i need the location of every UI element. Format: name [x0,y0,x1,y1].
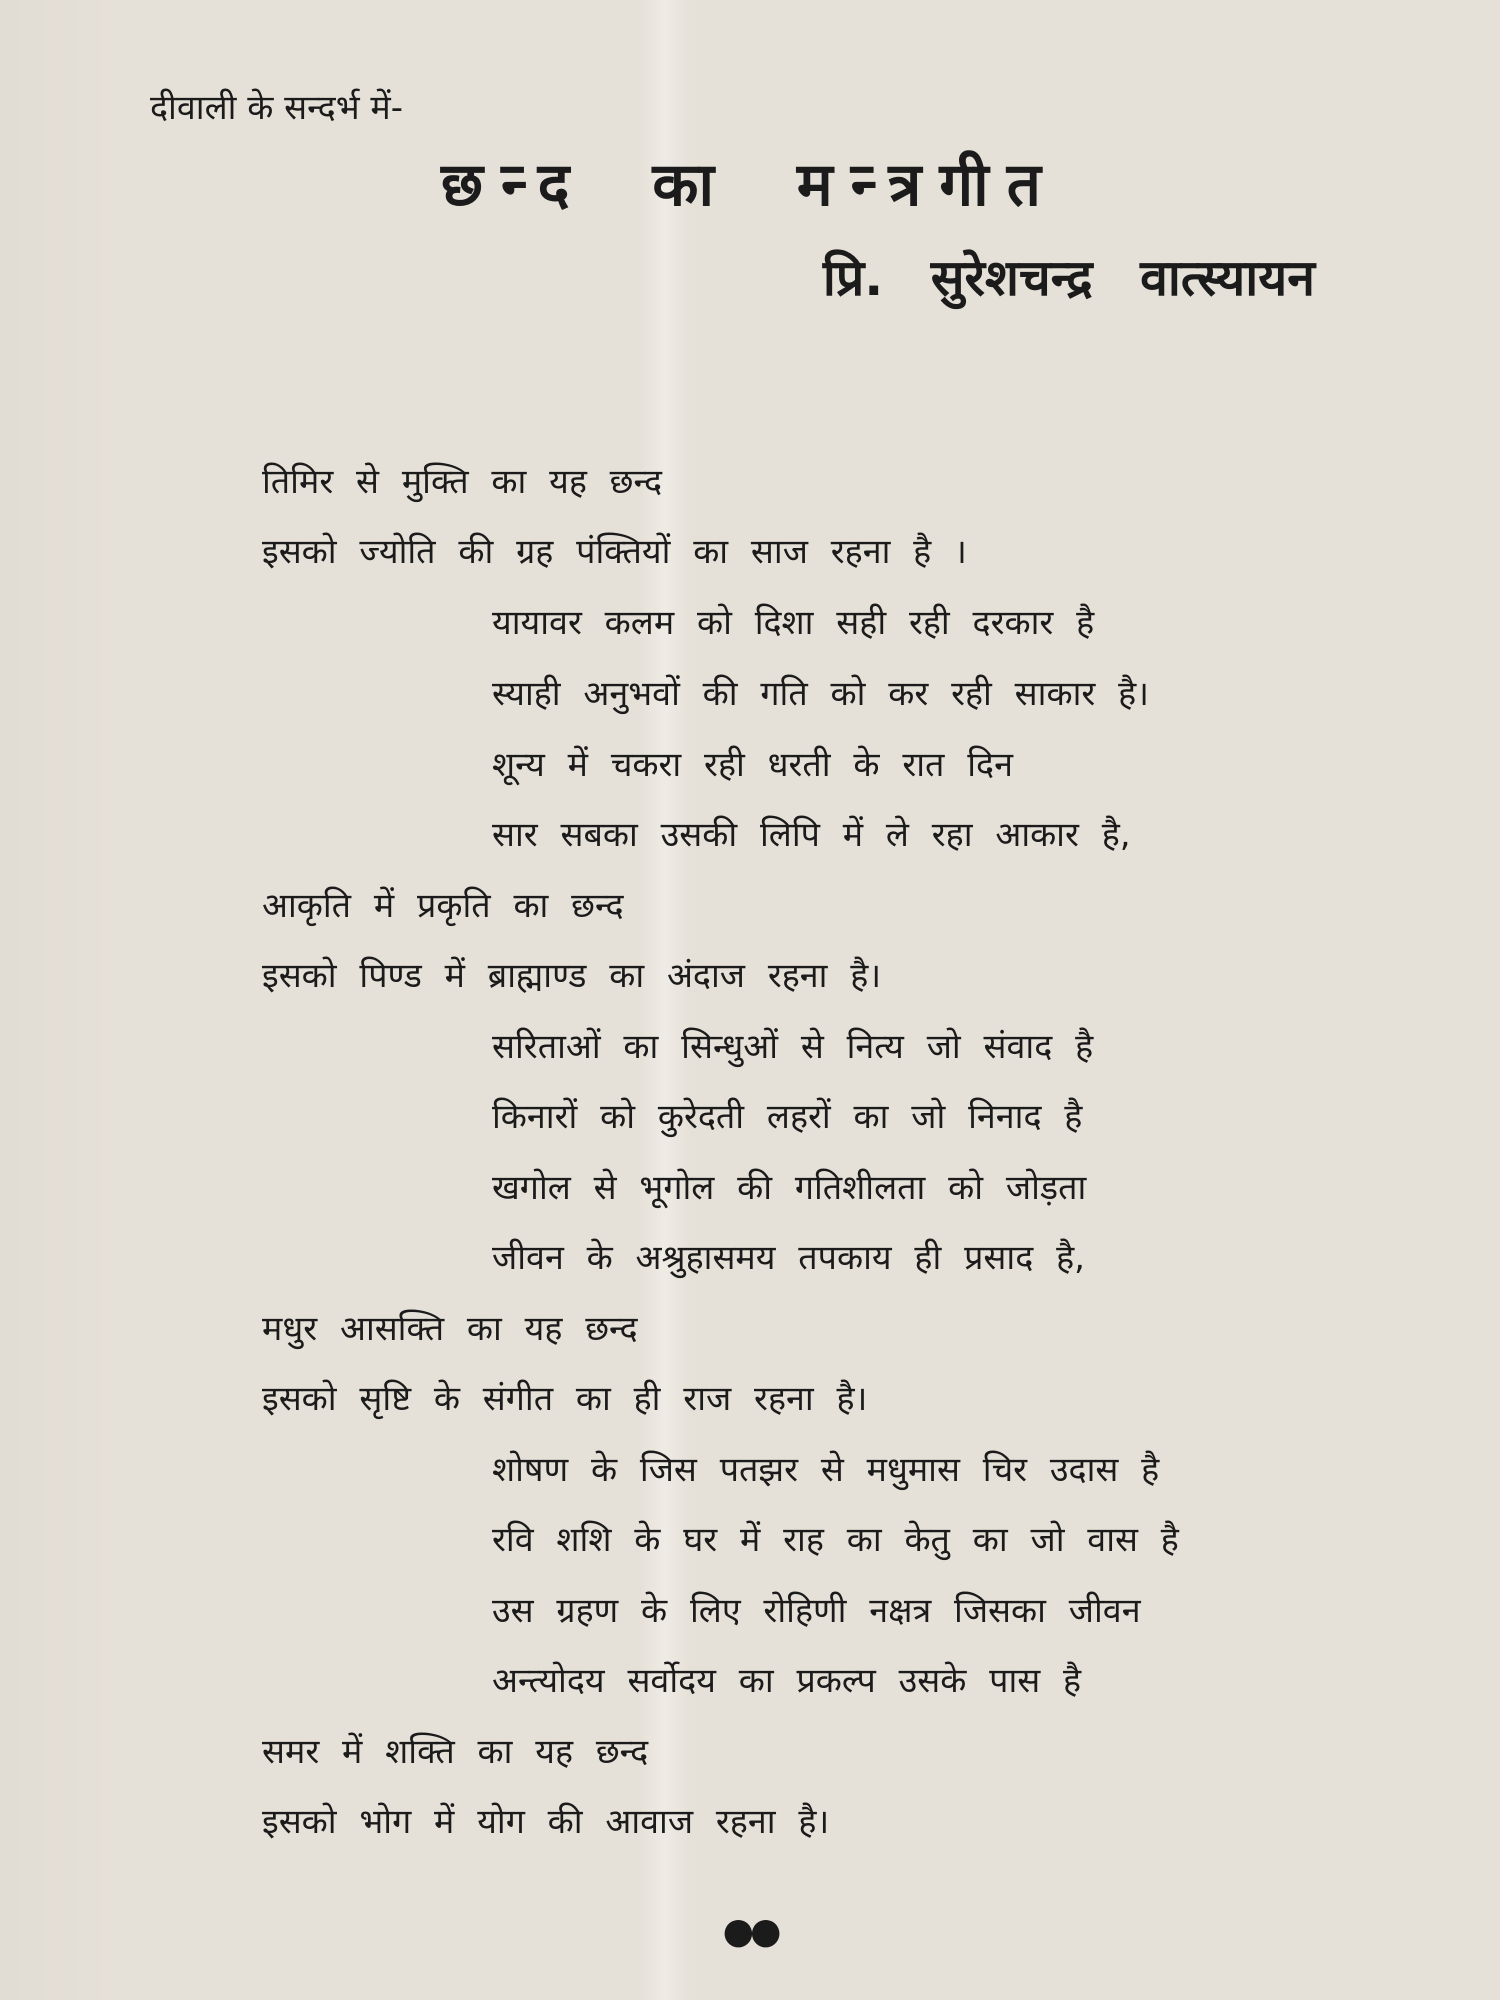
verse-line: खगोल से भूगोल की गतिशीलता को जोड़ता [492,1168,1087,1208]
context-note: दीवाली के सन्दर्भ में- [150,88,404,128]
verse-line: रवि शशि के घर में राह का केतु का जो वास है [492,1520,1179,1560]
verse-line: यायावर कलम को दिशा सही रही दरकार है [492,603,1095,643]
verse-line: शून्य में चकरा रही धरती के रात दिन [492,745,1013,785]
refrain-line: समर में शक्ति का यह छन्द [262,1732,649,1772]
refrain-line: आकृति में प्रकृति का छन्द [262,886,624,926]
refrain-line: तिमिर से मुक्ति का यह छन्द [262,462,663,502]
refrain-line: इसको सृष्टि के संगीत का ही राज रहना है। [262,1379,868,1419]
verse-line: शोषण के जिस पतझर से मधुमास चिर उदास है [492,1450,1160,1490]
page-ornament: ●● [722,1911,778,1952]
verse-line: सरिताओं का सिन्धुओं से नित्य जो संवाद है [492,1027,1094,1067]
poem-author: प्रि. सुरेशचन्द्र वात्स्यायन [822,249,1315,307]
verse-line: स्याही अनुभवों की गति को कर रही साकार है। [492,674,1150,714]
refrain-line: इसको भोग में योग की आवाज रहना है। [262,1802,830,1842]
poem-title: छन्द का मन्त्रगीत [441,150,1059,220]
verse-line: अन्त्योदय सर्वोदय का प्रकल्प उसके पास है [492,1661,1082,1701]
refrain-line: मधुर आसक्ति का यह छन्द [262,1309,638,1349]
verse-line: उस ग्रहण के लिए रोहिणी नक्षत्र जिसका जीवन [492,1591,1141,1631]
refrain-line: इसको पिण्ड में ब्राह्माण्ड का अंदाज रहना है। [262,956,882,996]
verse-line: जीवन के अश्रुहासमय तपकाय ही प्रसाद है, [492,1238,1085,1278]
verse-line: सार सबका उसकी लिपि में ले रहा आकार है, [492,815,1131,855]
refrain-line: इसको ज्योति की ग्रह पंक्तियों का साज रहना है । [262,532,967,572]
verse-line: किनारों को कुरेदती लहरों का जो निनाद है [492,1097,1083,1137]
